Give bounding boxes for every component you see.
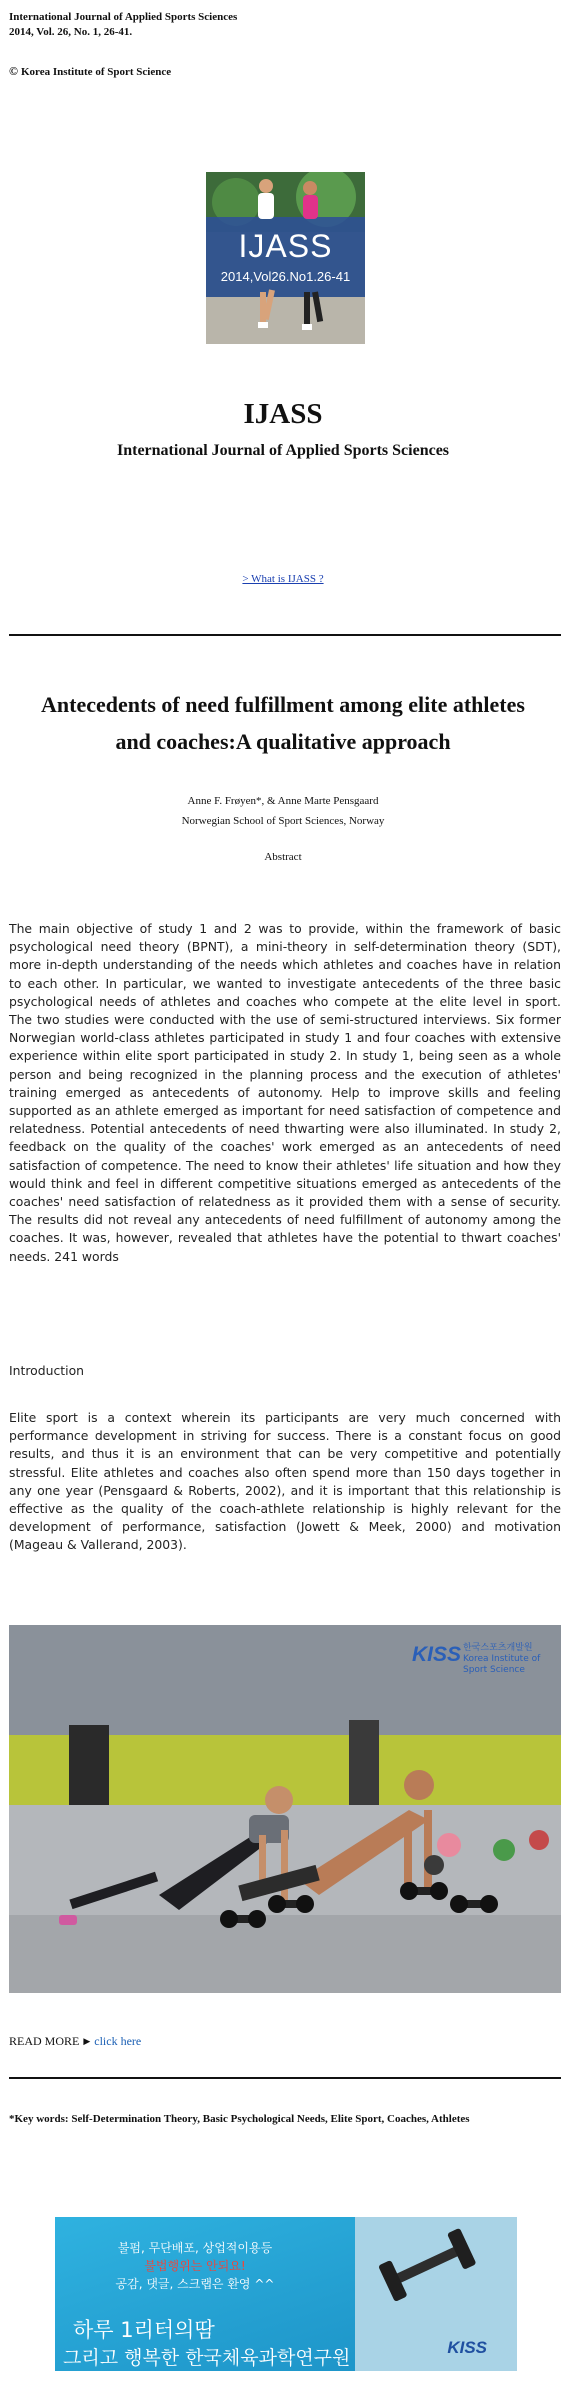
workout-photo [9,1625,561,1993]
banner-line1: 불펌, 무단배포, 상업적이용등 [117,2241,273,2255]
keywords: *Key words: Self-Determination Theory, Basic Psychological Needs, Elite Sport, Coaches, Athletes [9,2113,470,2125]
banner-line3: 공감, 댓글, 스크랩은 환영 ^^ [115,2277,275,2291]
article-title [0,686,566,760]
read-more-label: READ MORE [9,2034,80,2048]
banner-slogan: 하루 1리터의땀 [73,2318,215,2342]
cover-subtitle: 2014,Vol26.No1.26-41 [220,269,351,284]
copyright-line [9,64,171,79]
journal-header: International Journal of Applied Sports Sciences [9,11,238,23]
journal-abbreviation: IJASS [243,398,323,430]
workout-photo-svg [9,1625,561,1993]
copyright-icon: © [9,64,18,78]
citation: 2014, Vol. 26, No. 1, 26-41. [9,26,133,38]
article-title-line1: Antecedents of need fulfillment among elite athletes [41,692,525,717]
authors: Anne F. Frøyen*, & Anne Marte Pensgaard [187,795,379,807]
kiss-logo-subtitle: 한국스포츠개발원 Korea Institute of Sport Science [463,1643,541,1675]
journal-cover-image [206,172,365,344]
abstract-text: The main objective of study 1 and 2 was to provide, within the framework of basic psychological need theory (BPNT), a mini-theory in self-determination theory (SDT), more in-depth understanding of the needs which athletes and coaches have in relation to each other. In particular, we wanted to investigate antecedents of the three basic psychological needs of athletes and coaches who compete at the elite level in sport. The two studies were conducted with the use of semi-structured interviews. Six former Norwegian world-class athletes participated in study 1 and four coaches with extensive experience within elite sport participated in study 2. In study 1, being seen as a whole person and being recognized in the planning process and the execution of athletes' training emerged as antecedents of autonomy. Help to improve skills and feeling supported as an athlete emerged as important for need satisfaction of competence and relatedness. Potential antecedents of need thwarting were also illuminated. In study 2, feedback on the quality of the coaches' work emerged as an antecedents of need satisfaction of competence. The need to know their athletes' life situation and how they would think and feel in different competitive situations emerged as antecedents of the coaches' need satisfaction of relatedness as it provided them with a sense of security. The results did not reveal any antecedents of need fulfillment of autonomy among the coaches. It was, however, revealed that athletes have the potential to thwart coaches' needs. 241 words [9,921,561,1264]
article-title-line2: and coaches:A qualitative approach [115,729,451,754]
banner-tagline: 그리고 행복한 한국체육과학연구원 [63,2347,351,2369]
what-is-ijass-link[interactable]: > What is IJASS ? [242,573,324,585]
kiss-banner [55,2217,517,2371]
click-here-link[interactable]: click here [94,2034,142,2048]
kiss-logo: KISS [411,1643,461,1666]
triangle-right-icon: ▶ [83,2036,91,2046]
affiliation: Norwegian School of Sport Sciences, Norway [181,815,385,827]
introduction-heading: Introduction [9,1363,85,1378]
introduction-text: Elite sport is a context wherein its participants are very much concerned with performance development in striving for success. There is a constant focus on good results, and thus it is an environment that can be very competitive and potentially stressful. Elite athletes and coaches also often spend more than 150 days together in any one year (Pensgaard & Roberts, 2002), and it is important that this relationship is effective as the quality of the coach-athlete relationship is highly relevant for the development of performance, satisfaction (Jowett & Meek, 2000) and motivation (Mageau & Vallerand, 2003). [9,1410,561,1553]
abstract-heading: Abstract [264,851,302,863]
cover-title: IJASS [238,228,333,264]
divider [9,2077,561,2079]
banner-kiss-logo: KISS [447,2338,487,2357]
read-more [9,2034,141,2049]
banner-warning: 불법행위는 안되요! [144,2259,246,2273]
divider [9,634,561,636]
copyright-text: Korea Institute of Sport Science [20,65,172,78]
journal-name: International Journal of Applied Sports Sciences [116,442,450,459]
